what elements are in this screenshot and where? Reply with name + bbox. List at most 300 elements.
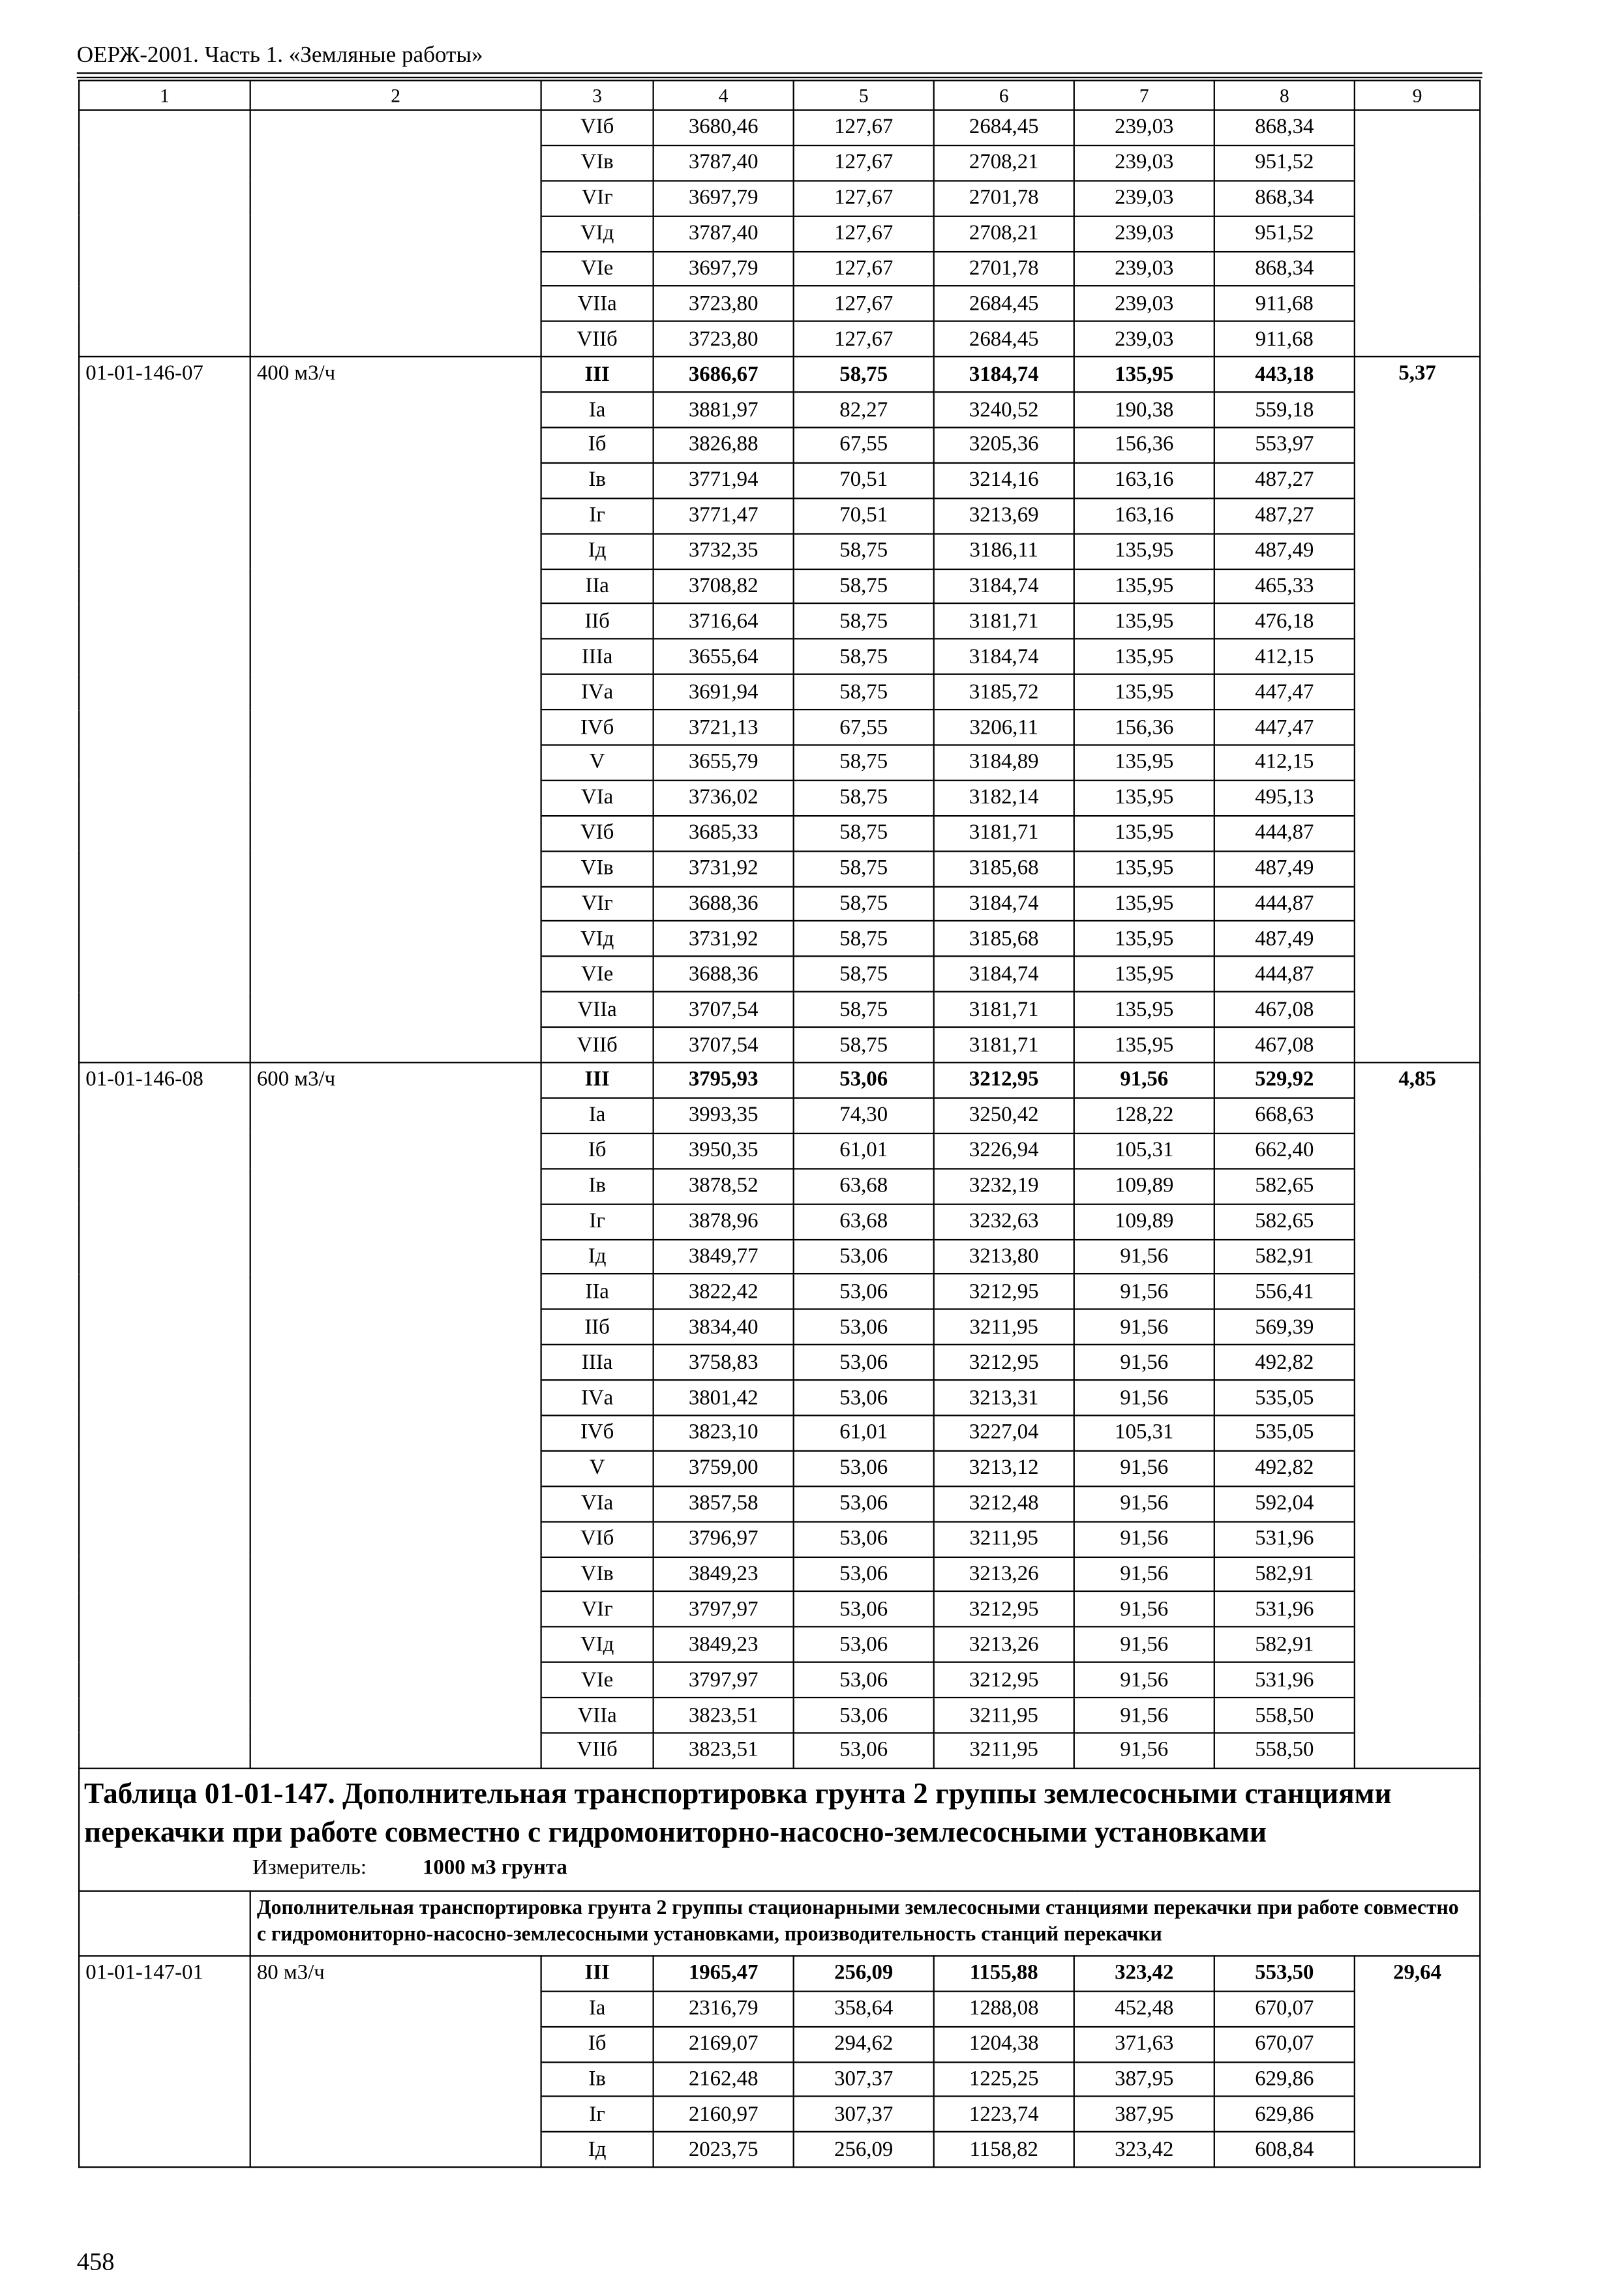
materials-cell: 592,04 (1214, 1486, 1355, 1521)
column-number: 9 (1355, 80, 1480, 110)
materials-cell: 467,08 (1214, 1027, 1355, 1062)
materials-cell: 487,27 (1214, 463, 1355, 498)
soil-group-cell: VIд (541, 921, 654, 957)
machinist-wages-cell: 387,95 (1074, 2097, 1214, 2132)
total-cost-cell: 3688,36 (654, 886, 794, 921)
rate-capacity: 400 м3/ч (250, 357, 541, 1062)
materials-cell: 553,50 (1214, 1956, 1355, 1991)
machinist-wages-cell: 91,56 (1074, 1239, 1214, 1274)
soil-group-cell: IVб (541, 1415, 654, 1450)
machine-cost-cell: 3212,95 (934, 1345, 1074, 1380)
wages-cell: 58,75 (794, 886, 934, 921)
soil-group-cell: Iа (541, 1098, 654, 1133)
machine-cost-cell: 1225,25 (934, 2061, 1074, 2097)
column-number: 2 (250, 80, 541, 110)
soil-group-cell: IIIа (541, 1345, 654, 1380)
machinist-wages-cell: 105,31 (1074, 1133, 1214, 1169)
machinist-wages-cell: 91,56 (1074, 1592, 1214, 1627)
measure-line (84, 1855, 1475, 1881)
materials-cell: 495,13 (1214, 781, 1355, 816)
total-cost-cell: 3797,97 (654, 1662, 794, 1698)
materials-cell: 444,87 (1214, 886, 1355, 921)
soil-group-cell: VIб (541, 110, 654, 145)
machinist-wages-cell: 135,95 (1074, 745, 1214, 781)
soil-group-cell: Iд (541, 2132, 654, 2168)
materials-cell: 868,34 (1214, 181, 1355, 216)
column-number: 3 (541, 80, 654, 110)
materials-cell: 558,50 (1214, 1698, 1355, 1733)
materials-cell: 444,87 (1214, 816, 1355, 851)
machine-cost-cell: 1158,82 (934, 2132, 1074, 2168)
total-cost-cell: 3721,13 (654, 710, 794, 745)
soil-group-cell: Iв (541, 463, 654, 498)
wages-cell: 58,75 (794, 851, 934, 886)
machine-cost-cell: 3211,95 (934, 1309, 1074, 1345)
machine-cost-cell: 3184,89 (934, 745, 1074, 781)
soil-group-cell: VIд (541, 216, 654, 251)
wages-cell: 67,55 (794, 710, 934, 745)
materials-cell: 662,40 (1214, 1133, 1355, 1169)
wages-cell: 58,75 (794, 745, 934, 781)
materials-cell: 582,65 (1214, 1169, 1355, 1204)
total-cost-cell: 2162,48 (654, 2061, 794, 2097)
wages-cell: 58,75 (794, 992, 934, 1027)
machinist-wages-cell: 135,95 (1074, 533, 1214, 569)
column-number: 7 (1074, 80, 1214, 110)
soil-group-cell: VIв (541, 1557, 654, 1592)
total-cost-cell: 3796,97 (654, 1521, 794, 1557)
machinist-wages-cell: 239,03 (1074, 110, 1214, 145)
wages-cell: 294,62 (794, 2026, 934, 2061)
total-cost-cell: 3787,40 (654, 145, 794, 181)
total-cost-cell: 3801,42 (654, 1380, 794, 1415)
wages-cell: 58,75 (794, 816, 934, 851)
materials-cell: 447,47 (1214, 674, 1355, 710)
column-number: 1 (79, 80, 250, 110)
wages-cell: 53,06 (794, 1662, 934, 1698)
materials-cell: 670,07 (1214, 1991, 1355, 2026)
machinist-wages-cell: 135,95 (1074, 921, 1214, 957)
machinist-wages-cell: 239,03 (1074, 181, 1214, 216)
total-cost-cell: 3732,35 (654, 533, 794, 569)
total-cost-cell: 3795,93 (654, 1062, 794, 1098)
machine-cost-cell: 3182,14 (934, 781, 1074, 816)
materials-cell: 582,91 (1214, 1239, 1355, 1274)
rate-capacity: 600 м3/ч (250, 1062, 541, 1768)
soil-group-cell: V (541, 745, 654, 781)
materials-cell: 582,65 (1214, 1204, 1355, 1239)
wages-cell: 58,75 (794, 639, 934, 674)
rate-code: 01-01-146-07 (79, 357, 250, 1062)
materials-cell: 668,63 (1214, 1098, 1355, 1133)
wages-cell: 307,37 (794, 2061, 934, 2097)
materials-cell: 868,34 (1214, 251, 1355, 286)
machine-cost-cell: 3213,26 (934, 1557, 1074, 1592)
soil-group-cell: VIг (541, 886, 654, 921)
materials-cell: 467,08 (1214, 992, 1355, 1027)
materials-cell: 629,86 (1214, 2061, 1355, 2097)
soil-group-cell: V (541, 1451, 654, 1486)
table-row (79, 1956, 1480, 1991)
machine-cost-cell: 3212,95 (934, 1062, 1074, 1098)
running-header: ОЕРЖ-2001. Часть 1. «Земляные работы» (76, 42, 483, 68)
machine-cost-cell: 3184,74 (934, 886, 1074, 921)
materials-cell: 492,82 (1214, 1451, 1355, 1486)
materials-cell: 535,05 (1214, 1380, 1355, 1415)
machinist-wages-cell: 163,16 (1074, 463, 1214, 498)
machine-cost-cell: 2684,45 (934, 110, 1074, 145)
machine-cost-cell: 3186,11 (934, 533, 1074, 569)
total-cost-cell: 3797,97 (654, 1592, 794, 1627)
rate-code: 01-01-147-01 (79, 1956, 250, 2168)
soil-group-cell: VIIб (541, 322, 654, 357)
total-cost-cell: 3723,80 (654, 322, 794, 357)
rate-code: 01-01-146-08 (79, 1062, 250, 1768)
total-cost-cell: 3655,64 (654, 639, 794, 674)
machine-cost-cell: 3213,80 (934, 1239, 1074, 1274)
machine-cost-cell: 3205,36 (934, 428, 1074, 463)
machinist-wages-cell: 135,95 (1074, 957, 1214, 992)
page-number: 458 (76, 2247, 115, 2276)
column-number-row (79, 80, 1480, 110)
materials-cell: 582,91 (1214, 1627, 1355, 1662)
soil-group-cell: VIIб (541, 1733, 654, 1768)
soil-group-cell: Iг (541, 498, 654, 533)
machine-cost-cell: 3184,74 (934, 639, 1074, 674)
machinist-wages-cell: 135,95 (1074, 781, 1214, 816)
wages-cell: 58,75 (794, 957, 934, 992)
total-cost-cell: 3707,54 (654, 1027, 794, 1062)
total-cost-cell: 3771,47 (654, 498, 794, 533)
section-title-row (79, 1768, 1480, 1891)
total-cost-cell: 3680,46 (654, 110, 794, 145)
machinist-wages-cell: 239,03 (1074, 322, 1214, 357)
machinist-wages-cell: 135,95 (1074, 851, 1214, 886)
machinist-wages-cell: 105,31 (1074, 1415, 1214, 1450)
machinist-wages-cell: 135,95 (1074, 886, 1214, 921)
materials-cell: 911,68 (1214, 322, 1355, 357)
machinist-wages-cell: 239,03 (1074, 251, 1214, 286)
machinist-wages-cell: 91,56 (1074, 1557, 1214, 1592)
wages-cell: 63,68 (794, 1169, 934, 1204)
wages-cell: 53,06 (794, 1309, 934, 1345)
wages-cell: 58,75 (794, 533, 934, 569)
table-row (79, 1062, 1480, 1098)
soil-group-cell: IIб (541, 1309, 654, 1345)
wages-cell: 67,55 (794, 428, 934, 463)
machine-cost-cell: 3181,71 (934, 604, 1074, 639)
machinist-wages-cell: 190,38 (1074, 393, 1214, 428)
materials-cell: 412,15 (1214, 639, 1355, 674)
materials-cell: 465,33 (1214, 569, 1355, 604)
materials-cell: 911,68 (1214, 286, 1355, 322)
table-row (79, 357, 1480, 392)
machine-cost-cell: 3211,95 (934, 1733, 1074, 1768)
machine-cost-cell: 3212,95 (934, 1662, 1074, 1698)
materials-cell: 535,05 (1214, 1415, 1355, 1450)
materials-cell: 629,86 (1214, 2097, 1355, 2132)
soil-group-cell: IVб (541, 710, 654, 745)
header-rule (77, 77, 1482, 78)
machinist-wages-cell: 91,56 (1074, 1698, 1214, 1733)
wages-cell: 70,51 (794, 463, 934, 498)
total-cost-cell: 3707,54 (654, 992, 794, 1027)
soil-group-cell: IIб (541, 604, 654, 639)
column-number: 4 (654, 80, 794, 110)
total-cost-cell: 3708,82 (654, 569, 794, 604)
machinist-wages-cell: 109,89 (1074, 1169, 1214, 1204)
total-cost-cell: 3685,33 (654, 816, 794, 851)
machine-cost-cell: 3232,19 (934, 1169, 1074, 1204)
machinist-wages-cell: 239,03 (1074, 216, 1214, 251)
machine-cost-cell: 3181,71 (934, 992, 1074, 1027)
wages-cell: 61,01 (794, 1415, 934, 1450)
section-description: Дополнительная транспортировка грунта 2 группы стационарными землесосными станциями перекачки при работе совместно с гидромониторно-насосно-землесосными установками, производительность станций перекачки (250, 1891, 1481, 1956)
machinist-wages-cell: 91,56 (1074, 1486, 1214, 1521)
column-number: 5 (794, 80, 934, 110)
wages-cell: 127,67 (794, 181, 934, 216)
wages-cell: 53,06 (794, 1733, 934, 1768)
total-cost-cell: 3822,42 (654, 1274, 794, 1309)
wages-cell: 63,68 (794, 1204, 934, 1239)
wages-cell: 53,06 (794, 1521, 934, 1557)
machine-cost-cell: 3184,74 (934, 957, 1074, 992)
total-cost-cell: 2316,79 (654, 1991, 794, 2026)
wages-cell: 53,06 (794, 1345, 934, 1380)
total-cost-cell: 3823,51 (654, 1698, 794, 1733)
machinist-wages-cell: 371,63 (1074, 2026, 1214, 2061)
total-cost-cell: 3736,02 (654, 781, 794, 816)
machinist-wages-cell: 91,56 (1074, 1062, 1214, 1098)
materials-cell: 608,84 (1214, 2132, 1355, 2168)
machine-cost-cell: 3212,48 (934, 1486, 1074, 1521)
machine-cost-cell: 3213,31 (934, 1380, 1074, 1415)
machinist-wages-cell: 135,95 (1074, 674, 1214, 710)
wages-cell: 53,06 (794, 1698, 934, 1733)
soil-group-cell: VIб (541, 816, 654, 851)
materials-cell: 868,34 (1214, 110, 1355, 145)
total-cost-cell: 3771,94 (654, 463, 794, 498)
total-cost-cell: 3950,35 (654, 1133, 794, 1169)
wages-cell: 53,06 (794, 1062, 934, 1098)
materials-cell: 582,91 (1214, 1557, 1355, 1592)
machinist-wages-cell: 91,56 (1074, 1309, 1214, 1345)
machinist-wages-cell: 135,95 (1074, 816, 1214, 851)
machinist-wages-cell: 135,95 (1074, 604, 1214, 639)
machine-cost-cell: 2708,21 (934, 145, 1074, 181)
total-cost-cell: 2023,75 (654, 2132, 794, 2168)
total-cost-cell: 3731,92 (654, 851, 794, 886)
machine-cost-cell: 3226,94 (934, 1133, 1074, 1169)
machine-cost-cell: 2701,78 (934, 181, 1074, 216)
materials-cell: 444,87 (1214, 957, 1355, 992)
wages-cell: 53,06 (794, 1557, 934, 1592)
machine-cost-cell: 3206,11 (934, 710, 1074, 745)
machine-cost-cell: 3227,04 (934, 1415, 1074, 1450)
soil-group-cell: III (541, 1956, 654, 1991)
soil-group-cell: VIIа (541, 992, 654, 1027)
soil-group-cell: VIа (541, 781, 654, 816)
soil-group-cell: Iа (541, 1991, 654, 2026)
wages-cell: 58,75 (794, 357, 934, 392)
machine-cost-cell: 3240,52 (934, 393, 1074, 428)
total-cost-cell: 3697,79 (654, 181, 794, 216)
wages-cell: 82,27 (794, 393, 934, 428)
soil-group-cell: III (541, 1062, 654, 1098)
soil-group-cell: III (541, 357, 654, 392)
wages-cell: 127,67 (794, 251, 934, 286)
total-cost-cell: 3878,52 (654, 1169, 794, 1204)
total-cost-cell: 3758,83 (654, 1345, 794, 1380)
machine-cost-cell: 3185,68 (934, 921, 1074, 957)
machine-cost-cell: 3212,95 (934, 1592, 1074, 1627)
wages-cell: 256,09 (794, 2132, 934, 2168)
machine-cost-cell: 1223,74 (934, 2097, 1074, 2132)
total-cost-cell: 3691,94 (654, 674, 794, 710)
column-number: 8 (1214, 80, 1355, 110)
wages-cell: 58,75 (794, 569, 934, 604)
wages-cell: 58,75 (794, 604, 934, 639)
soil-group-cell: Iд (541, 1239, 654, 1274)
machinist-wages-cell: 91,56 (1074, 1733, 1214, 1768)
soil-group-cell: VIе (541, 1662, 654, 1698)
total-cost-cell: 3834,40 (654, 1309, 794, 1345)
machinist-wages-cell: 156,36 (1074, 710, 1214, 745)
machinist-wages-cell: 239,03 (1074, 286, 1214, 322)
materials-cell: 559,18 (1214, 393, 1355, 428)
machinist-wages-cell: 91,56 (1074, 1451, 1214, 1486)
total-cost-cell: 3993,35 (654, 1098, 794, 1133)
total-cost-cell: 3823,10 (654, 1415, 794, 1450)
total-cost-cell: 2160,97 (654, 2097, 794, 2132)
machine-cost-cell: 2684,45 (934, 322, 1074, 357)
machine-cost-cell: 3212,95 (934, 1274, 1074, 1309)
wages-cell: 58,75 (794, 921, 934, 957)
machine-cost-cell: 2684,45 (934, 286, 1074, 322)
soil-group-cell: VIб (541, 1521, 654, 1557)
wages-cell: 53,06 (794, 1627, 934, 1662)
total-cost-cell: 3849,23 (654, 1627, 794, 1662)
total-cost-cell: 3823,51 (654, 1733, 794, 1768)
machine-cost-cell: 2708,21 (934, 216, 1074, 251)
total-cost-cell: 3826,88 (654, 428, 794, 463)
total-cost-cell: 3688,36 (654, 957, 794, 992)
materials-cell: 487,49 (1214, 533, 1355, 569)
soil-group-cell: IIа (541, 569, 654, 604)
header-rule (77, 72, 1482, 74)
machinist-wages-cell: 452,48 (1074, 1991, 1214, 2026)
materials-cell: 487,27 (1214, 498, 1355, 533)
soil-group-cell: Iа (541, 393, 654, 428)
machinist-wages-cell: 156,36 (1074, 428, 1214, 463)
machine-cost-cell: 3213,12 (934, 1451, 1074, 1486)
materials-cell: 951,52 (1214, 216, 1355, 251)
total-cost-cell: 3878,96 (654, 1204, 794, 1239)
wages-cell: 58,75 (794, 781, 934, 816)
soil-group-cell: VIа (541, 1486, 654, 1521)
machinist-wages-cell: 135,95 (1074, 639, 1214, 674)
soil-group-cell: VIIа (541, 1698, 654, 1733)
machine-cost-cell: 3250,42 (934, 1098, 1074, 1133)
materials-cell: 531,96 (1214, 1592, 1355, 1627)
machine-cost-cell: 3185,68 (934, 851, 1074, 886)
soil-group-cell: Iг (541, 2097, 654, 2132)
materials-cell: 569,39 (1214, 1309, 1355, 1345)
materials-cell: 447,47 (1214, 710, 1355, 745)
soil-group-cell: Iб (541, 2026, 654, 2061)
materials-cell: 531,96 (1214, 1521, 1355, 1557)
materials-cell: 443,18 (1214, 357, 1355, 392)
wages-cell: 127,67 (794, 322, 934, 357)
table-row (79, 110, 1480, 145)
soil-group-cell: IVа (541, 674, 654, 710)
machine-cost-cell: 1204,38 (934, 2026, 1074, 2061)
wages-cell: 358,64 (794, 1991, 934, 2026)
total-cost-cell: 3849,77 (654, 1239, 794, 1274)
total-cost-cell: 3849,23 (654, 1557, 794, 1592)
rate-capacity (250, 110, 541, 357)
machine-cost-cell: 3214,16 (934, 463, 1074, 498)
soil-group-cell: Iв (541, 1169, 654, 1204)
machinist-wages-cell: 91,56 (1074, 1380, 1214, 1415)
wages-cell: 127,67 (794, 145, 934, 181)
wages-cell: 127,67 (794, 286, 934, 322)
soil-group-cell: Iв (541, 2061, 654, 2097)
materials-cell: 670,07 (1214, 2026, 1355, 2061)
machinist-wages-cell: 135,95 (1074, 1027, 1214, 1062)
wages-cell: 53,06 (794, 1486, 934, 1521)
wages-cell: 58,75 (794, 674, 934, 710)
soil-group-cell: Iб (541, 1133, 654, 1169)
labor-cost (1355, 110, 1480, 357)
machine-cost-cell: 3213,69 (934, 498, 1074, 533)
machinist-wages-cell: 135,95 (1074, 569, 1214, 604)
total-cost-cell: 3787,40 (654, 216, 794, 251)
materials-cell: 951,52 (1214, 145, 1355, 181)
empty-cell (79, 1891, 250, 1956)
machinist-wages-cell: 323,42 (1074, 1956, 1214, 1991)
machinist-wages-cell: 135,95 (1074, 357, 1214, 392)
machinist-wages-cell: 135,95 (1074, 992, 1214, 1027)
soil-group-cell: IVа (541, 1380, 654, 1415)
wages-cell: 127,67 (794, 110, 934, 145)
wages-cell: 53,06 (794, 1239, 934, 1274)
total-cost-cell: 3731,92 (654, 921, 794, 957)
rates-table (78, 80, 1481, 2168)
labor-cost: 29,64 (1355, 1956, 1480, 2168)
soil-group-cell: VIг (541, 181, 654, 216)
machinist-wages-cell: 128,22 (1074, 1098, 1214, 1133)
total-cost-cell: 2169,07 (654, 2026, 794, 2061)
labor-cost: 4,85 (1355, 1062, 1480, 1768)
column-number: 6 (934, 80, 1074, 110)
materials-cell: 487,49 (1214, 851, 1355, 886)
machine-cost-cell: 3211,95 (934, 1521, 1074, 1557)
soil-group-cell: VIе (541, 957, 654, 992)
soil-group-cell: Iб (541, 428, 654, 463)
total-cost-cell: 3881,97 (654, 393, 794, 428)
total-cost-cell: 3655,79 (654, 745, 794, 781)
wages-cell: 307,37 (794, 2097, 934, 2132)
labor-cost: 5,37 (1355, 357, 1480, 1062)
machine-cost-cell: 3211,95 (934, 1698, 1074, 1733)
section-title: Таблица 01-01-147. Дополнительная транспортировка грунта 2 группы землесосными станциями перекачки при работе совместно с гидромониторно-насосно-землесосными установками (84, 1778, 1392, 1849)
machinist-wages-cell: 91,56 (1074, 1662, 1214, 1698)
materials-cell: 531,96 (1214, 1662, 1355, 1698)
wages-cell: 53,06 (794, 1380, 934, 1415)
machinist-wages-cell: 91,56 (1074, 1274, 1214, 1309)
machine-cost-cell: 3184,74 (934, 569, 1074, 604)
